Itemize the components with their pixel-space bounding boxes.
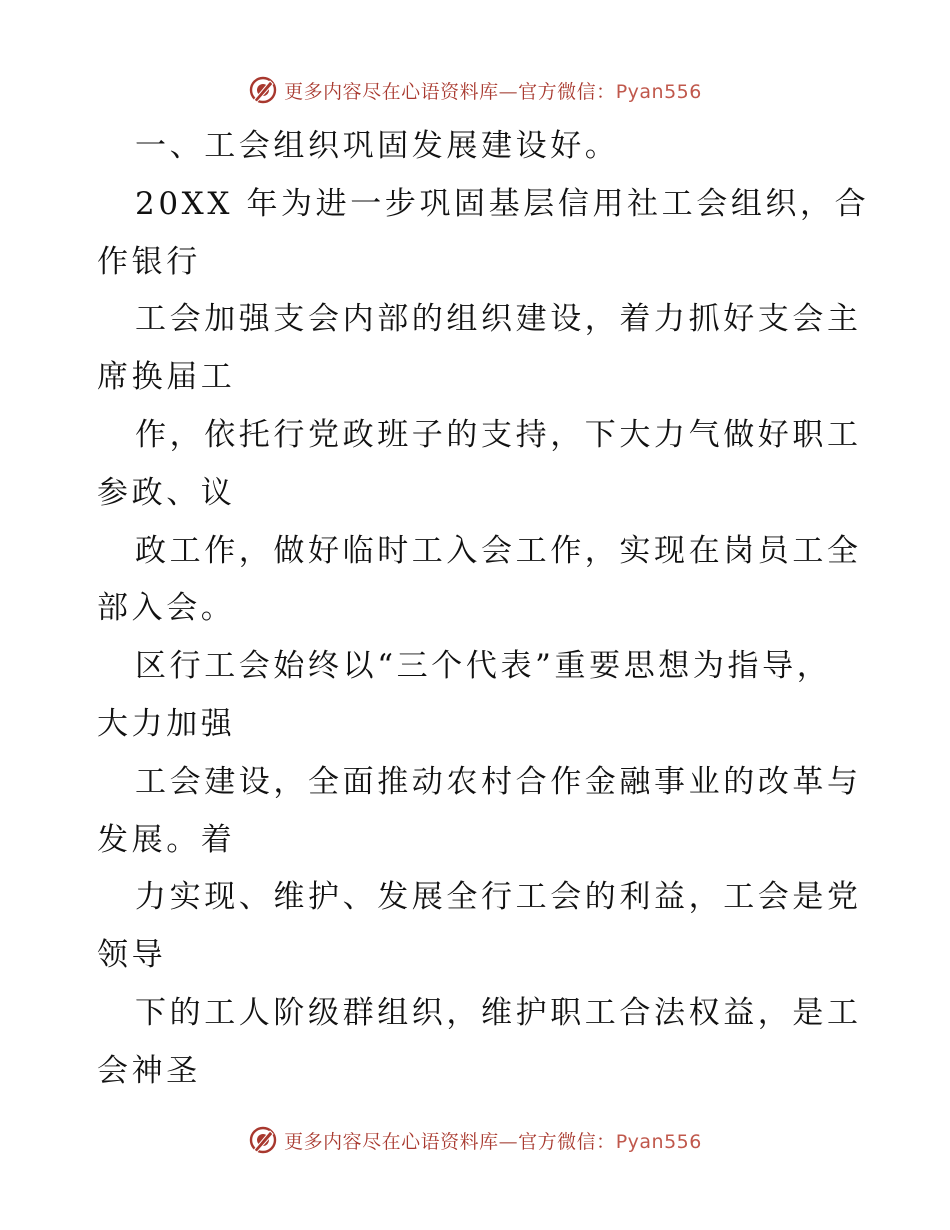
watermark-text: 更多内容尽在心语资料库—官方微信：Pyan556 xyxy=(284,1130,702,1153)
text-line: 参政、议 xyxy=(97,474,236,511)
text-line: 区行工会始终以“三个代表”重要思想为指导， xyxy=(135,648,832,685)
text-line: 会神圣 xyxy=(97,1052,201,1089)
text-line: 工会加强支会内部的组织建设，着力抓好支会主 xyxy=(135,301,862,338)
text-line: 政工作，做好临时工入会工作，实现在岗员工全 xyxy=(135,532,862,569)
text-line: 20XX 年为进一步巩固基层信用社工会组织，合 xyxy=(135,185,870,222)
pen-logo-icon xyxy=(248,1125,278,1155)
document-body xyxy=(97,118,887,1101)
text-line: 一、工会组织巩固发展建设好。 xyxy=(135,128,620,164)
text-line: 下的工人阶级群组织，维护职工合法权益，是工 xyxy=(135,994,862,1031)
pen-logo-icon xyxy=(248,75,278,105)
text-line: 力实现、维护、发展全行工会的利益，工会是党 xyxy=(135,879,862,916)
text-line: 领导 xyxy=(97,937,167,974)
text-line: 工会建设，全面推动农村合作金融事业的改革与 xyxy=(135,763,862,800)
text-line: 席换届工 xyxy=(97,359,236,396)
text-line: 大力加强 xyxy=(97,705,236,742)
text-line: 作银行 xyxy=(97,243,201,280)
watermark-header xyxy=(0,70,950,110)
text-line: 发展。着 xyxy=(97,821,236,858)
watermark-text: 更多内容尽在心语资料库—官方微信：Pyan556 xyxy=(284,80,702,103)
text-line: 部入会。 xyxy=(97,590,236,627)
watermark-footer xyxy=(0,1120,950,1160)
text-line: 作，依托行党政班子的支持，下大力气做好职工 xyxy=(135,416,862,453)
